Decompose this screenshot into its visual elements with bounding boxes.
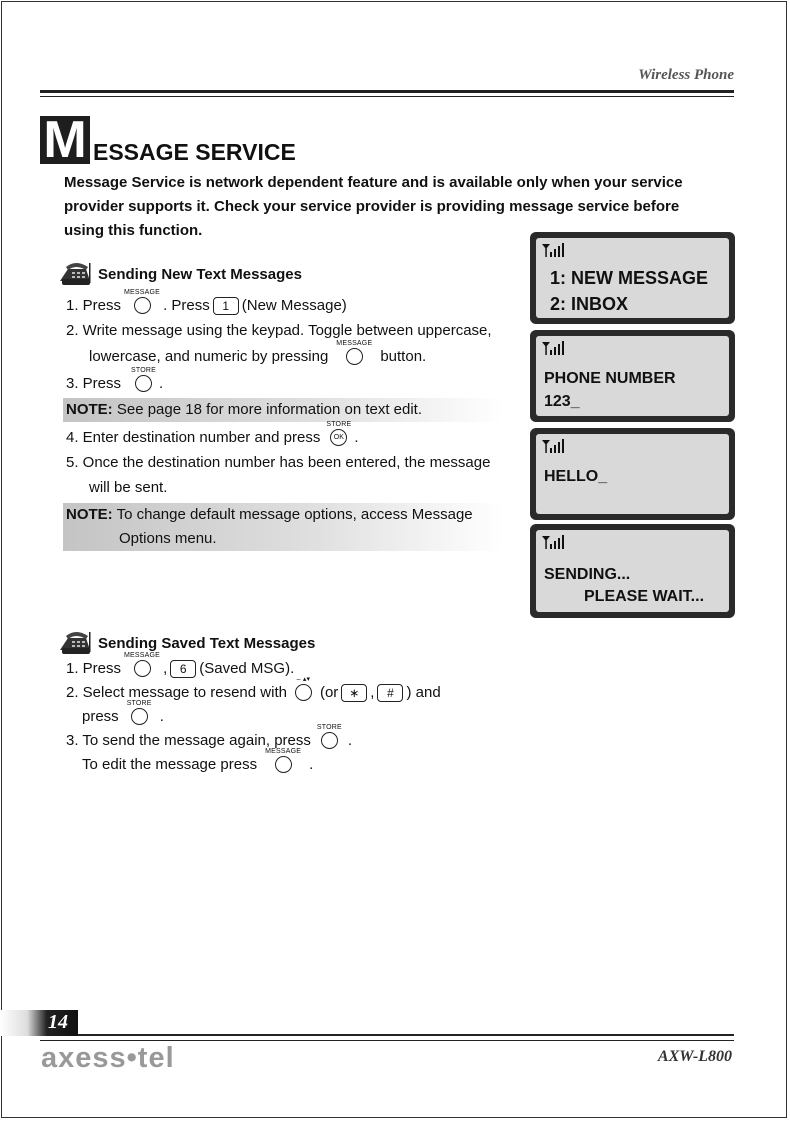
lcd-line: PHONE NUMBER [544,370,676,387]
model-name: AXW-L800 [657,1048,732,1065]
lcd-screen [530,524,735,618]
step-text: will be sent. [89,479,168,496]
header-rule-thin [40,96,734,97]
footer-rule-thin [40,1040,734,1041]
store-button-icon: STORE [127,700,152,725]
lcd-screen [530,428,735,520]
signal-icon [542,535,564,549]
step-text: press [82,708,119,725]
step-line [82,748,314,777]
message-button-icon: MESSAGE [124,289,160,314]
section-saved-messages-heading [58,630,315,656]
step-text: 2. Select message to resend with [66,684,287,701]
step-text: , [370,684,375,701]
step-text: . [309,756,314,773]
signal-icon [542,243,564,257]
note-label: NOTE: [66,506,113,523]
step-line [82,700,164,729]
note-text: To change default message options, access Message [116,506,473,523]
section-title: Sending New Text Messages [98,265,302,283]
step-line [89,340,427,369]
desk-phone-icon [58,630,92,656]
note-text: Options menu. [119,530,217,547]
lcd-line: 123_ [544,393,580,410]
step-line [66,367,164,396]
step-line [66,322,492,339]
step-line [66,724,353,753]
step-line [66,454,490,471]
step-text: . [354,429,359,446]
step-text: To edit the message press [82,756,258,773]
key-1-icon: 1 [213,297,239,315]
hash-key-icon: # [377,684,403,702]
ok-button-icon: STORE OK [326,421,351,446]
store-button-icon: STORE [131,367,156,392]
navigation-button-icon: – ▴▾ [295,676,312,701]
star-key-icon: ∗ [341,684,367,702]
step-text: . [347,732,353,749]
step-text: . [159,375,164,392]
key-6-icon: 6 [170,660,196,678]
header-title: Wireless Phone [638,67,734,83]
lcd-screen [530,232,735,324]
section-title: Sending Saved Text Messages [98,634,316,652]
step-text: 1. Press [66,297,122,314]
step-text: ) and [406,684,441,701]
store-button-icon: STORE [317,724,342,749]
step-line [66,289,347,318]
step-text: . Press [163,297,210,314]
lcd-line: SENDING... [544,566,631,583]
note-label: NOTE: [66,401,113,418]
footer-rule [78,1034,734,1036]
step-text: (Saved MSG). [199,660,295,677]
message-button-icon: MESSAGE [124,652,160,677]
header-rule [40,90,734,93]
step-text: . [159,708,164,725]
step-text: 4. Enter destination number and press [66,429,321,446]
step-text: lowercase, and numeric by pressing [89,348,329,365]
intro-text: Message Service is network dependent feature and is available only when your service provider supports it. Check your service provider is providing message service before using this function. [64,174,683,239]
note-box [63,503,503,551]
step-line [66,652,295,681]
step-line [66,421,359,450]
step-text: button. [380,348,427,365]
step-text: 5. Once the destination number has been entered, the message [66,454,491,471]
lcd-line: HELLO_ [544,468,608,485]
step-text: 2. Write message using the keypad. Toggle between uppercase, [66,322,492,339]
lcd-line: 2: INBOX [550,294,629,314]
signal-icon [542,439,564,453]
step-text: (or [319,684,339,701]
brand-logo: axess•tel [41,1042,175,1074]
message-button-icon: MESSAGE [336,340,372,365]
heading-rest: ESSAGE SERVICE [93,139,296,165]
heading-initial: M [40,116,90,164]
lcd-line: 1: NEW MESSAGE [550,268,709,288]
lcd-screen [530,330,735,422]
section-new-messages-heading [58,261,302,287]
page-number-tab [0,1010,78,1036]
signal-icon [542,341,564,355]
lcd-line: PLEASE WAIT... [584,588,705,605]
message-button-icon: MESSAGE [265,748,301,773]
desk-phone-icon [58,261,92,287]
step-text: 1. Press [66,660,122,677]
step-text: , [163,660,168,677]
note-text: See page 18 for more information on text edit. [116,401,423,418]
note-box [63,398,503,422]
page-number: 14 [48,1011,68,1033]
step-line [66,676,441,705]
page-heading [40,111,296,169]
step-text: (New Message) [241,297,347,314]
step-line [89,479,167,496]
step-text: 3. To send the message again, press [66,732,311,749]
step-text: 3. Press [66,375,122,392]
